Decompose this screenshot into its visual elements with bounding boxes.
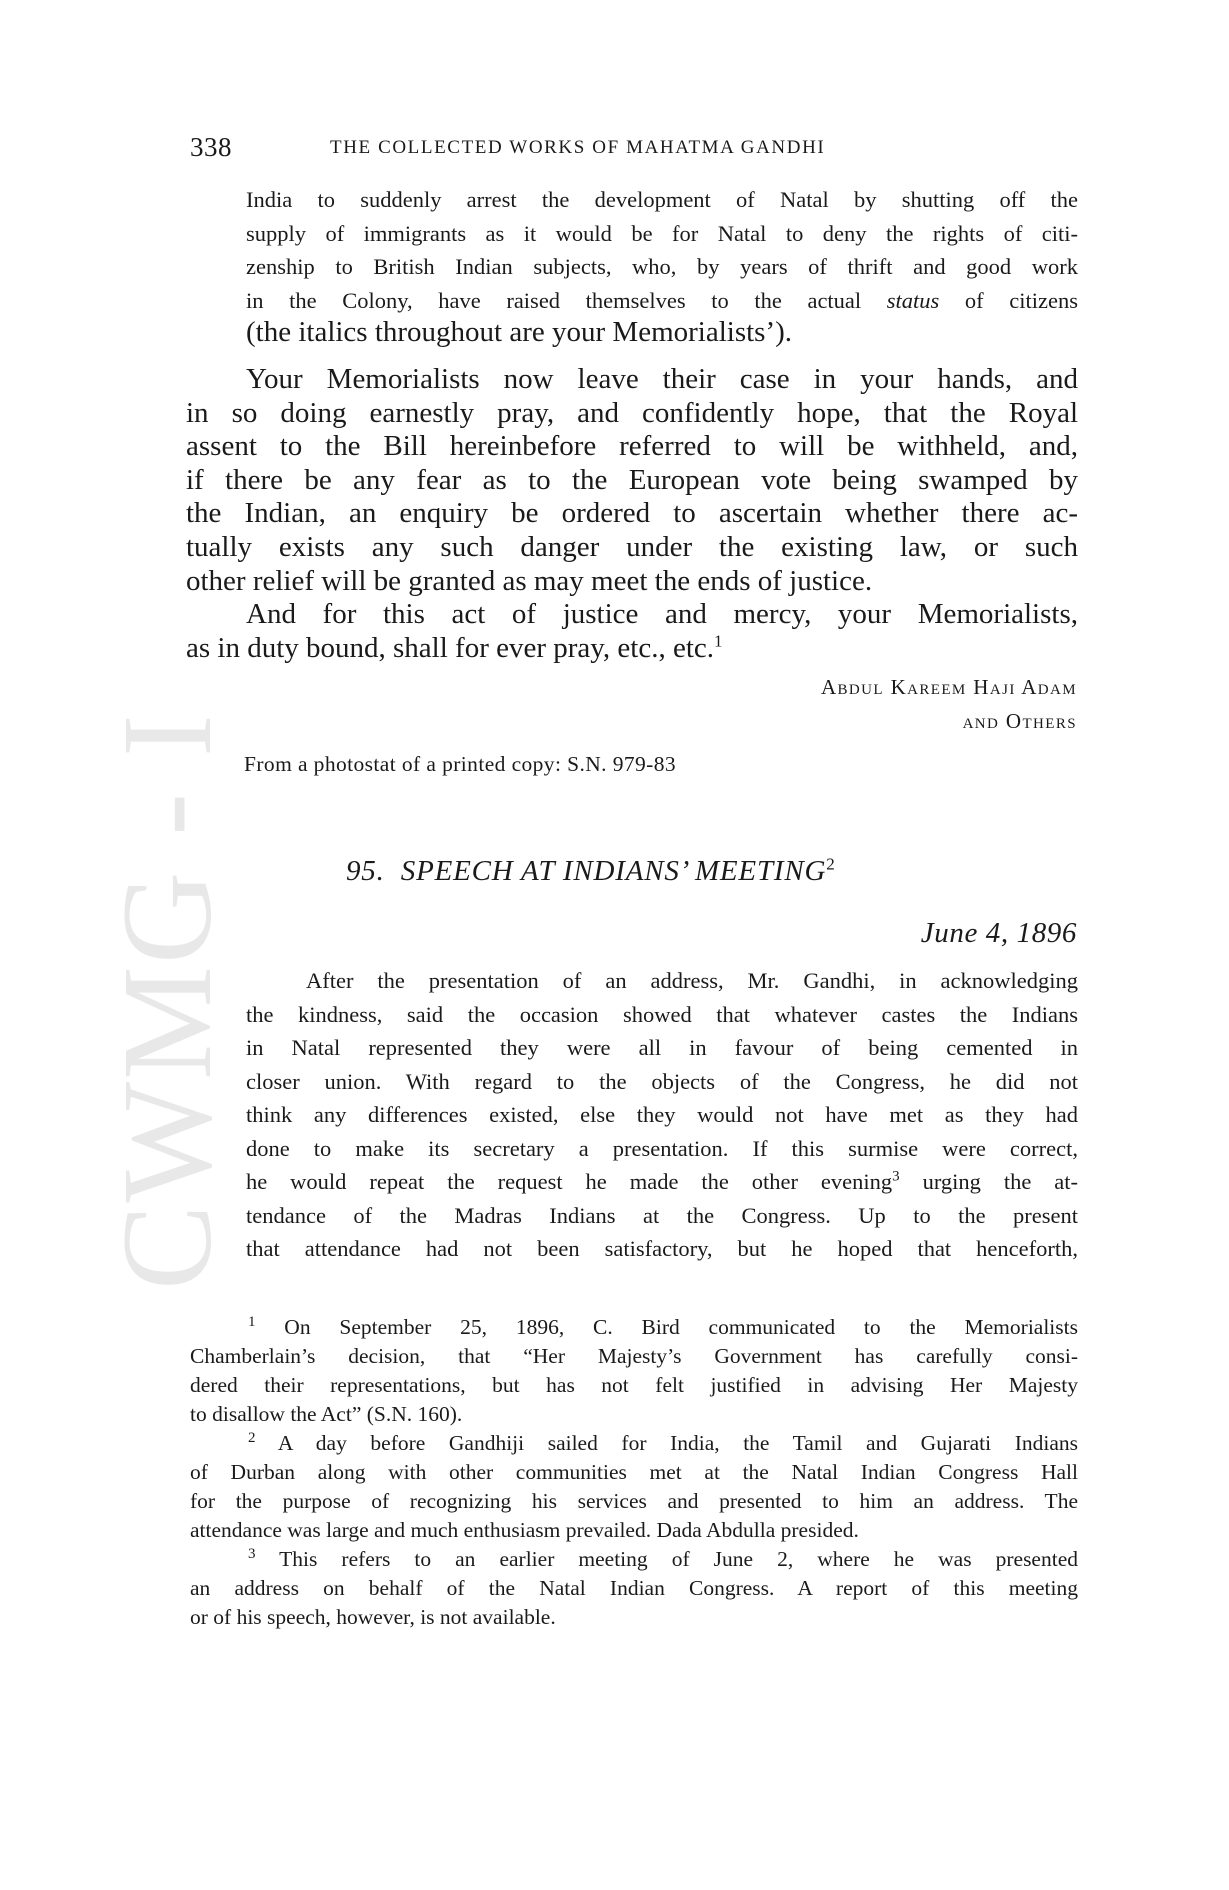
memorial-paragraph-1-last-line: (the italics throughout are your Memorialists’). bbox=[246, 316, 793, 348]
watermark bbox=[96, 600, 238, 1300]
source-note: From a photostat of a printed copy: S.N. 979-83 bbox=[244, 752, 677, 776]
text-line: attendance was large and much enthusiasm prevailed. Dada Abdulla presided. bbox=[190, 1518, 859, 1542]
watermark-text: CWMG - I bbox=[96, 712, 238, 1290]
text-line: of Durban along with other communities met at the Natal Indian Congress Hall bbox=[190, 1460, 1078, 1484]
page-number: 338 bbox=[190, 132, 232, 162]
footnote-2 bbox=[190, 1429, 1078, 1545]
text-line: other relief will be granted as may meet the ends of justice. bbox=[186, 564, 873, 597]
text-line: the Indian, an enquiry be ordered to ascertain whether there ac- bbox=[186, 497, 1078, 530]
text-line: the kindness, said the occasion showed that whatever castes the Indians bbox=[246, 1001, 1078, 1027]
footnotes bbox=[190, 1313, 1078, 1632]
text-line bbox=[190, 1545, 1078, 1574]
text-line: if there be any fear as to the European vote being swamped by bbox=[186, 463, 1078, 496]
text-line: think any differences existed, else they would not have met as they had bbox=[246, 1102, 1078, 1127]
text-fragment: On September 25, 1896, C. Bird communicated to the Memorialists bbox=[255, 1315, 1078, 1339]
text-line: supply of immigrants as it would be for Natal to deny the rights of citi- bbox=[246, 220, 1078, 246]
text-line: closer union. With regard to the objects of the Congress, he did not bbox=[246, 1068, 1078, 1094]
text-line: And for this act of justice and mercy, your Memorialists, bbox=[246, 598, 1078, 630]
italic-word: status bbox=[886, 287, 940, 313]
text-line: in so doing earnestly pray, and confidently hope, that the Royal bbox=[186, 396, 1078, 429]
text-line bbox=[246, 1165, 1078, 1199]
text-fragment: This refers to an earlier meeting of June 2, where he was presented bbox=[255, 1547, 1078, 1571]
signature-line-2: and Others bbox=[962, 709, 1077, 733]
text-line: for the purpose of recognizing his services and presented to him an address. The bbox=[190, 1489, 1078, 1513]
text-fragment: in the Colony, have raised themselves to the actual bbox=[246, 287, 887, 313]
text-line: done to make its secretary a presentation. If this surmise were correct, bbox=[246, 1135, 1078, 1161]
memorial-paragraph-3 bbox=[186, 598, 1078, 665]
text-line: in Natal represented they were all in favour of being cemented in bbox=[246, 1035, 1078, 1060]
text-fragment: of citizens bbox=[939, 287, 1078, 313]
text-line: dered their representations, but has not felt justified in advising Her Majesty bbox=[190, 1373, 1078, 1397]
text-line: zenship to British Indian subjects, who, by years of thrift and good work bbox=[246, 254, 1078, 279]
watermark-graphic bbox=[96, 600, 238, 1300]
page-header bbox=[190, 132, 1090, 168]
text-line bbox=[190, 1313, 1078, 1342]
section-date: June 4, 1896 bbox=[920, 917, 1077, 949]
text-line: tually exists any such danger under the existing law, or such bbox=[186, 530, 1078, 563]
running-head: THE COLLECTED WORKS OF MAHATMA GANDHI bbox=[330, 137, 826, 158]
footnote-1 bbox=[190, 1313, 1078, 1429]
text-line: Chamberlain’s decision, that “Her Majesty’s Government has carefully consi- bbox=[190, 1344, 1078, 1368]
text-line: to disallow the Act” (S.N. 160). bbox=[190, 1402, 463, 1426]
footnote-marker: 3 bbox=[892, 1168, 900, 1185]
text-line: After the presentation of an address, Mr. Gandhi, in acknowledging bbox=[306, 968, 1078, 993]
memorial-paragraph-2 bbox=[186, 363, 1078, 598]
footnote-number: 2 bbox=[248, 1429, 256, 1446]
text-fragment: he would repeat the request he made the other evening bbox=[246, 1169, 893, 1194]
text-line: tendance of the Madras Indians at the Congress. Up to the present bbox=[246, 1202, 1078, 1228]
text-fragment: as in duty bound, shall for ever pray, etc., etc. bbox=[186, 631, 715, 664]
section-title bbox=[346, 855, 836, 888]
text-line bbox=[186, 632, 1078, 666]
memorial-paragraph-1 bbox=[246, 183, 1078, 317]
text-line: assent to the Bill hereinbefore referred to will be withheld, and, bbox=[186, 430, 1078, 463]
footnote-number: 1 bbox=[248, 1313, 256, 1330]
text-fragment: urging the at- bbox=[899, 1169, 1078, 1194]
text-line bbox=[190, 1429, 1078, 1458]
signature-line-1: Abdul Kareem Haji Adam bbox=[820, 675, 1077, 699]
footnote-number: 3 bbox=[248, 1545, 256, 1562]
footnote-marker: 1 bbox=[714, 630, 723, 650]
text-line: India to suddenly arrest the development of Natal by shutting off the bbox=[246, 187, 1078, 212]
section-number: 95. bbox=[346, 855, 385, 887]
text-line: that attendance had not been satisfactory, but he hoped that henceforth, bbox=[246, 1236, 1078, 1261]
text-line: Your Memorialists now leave their case in your hands, and bbox=[246, 363, 1078, 395]
footnote-3 bbox=[190, 1545, 1078, 1632]
text-fragment: A day before Gandhiji sailed for India, the Tamil and Gujarati Indians bbox=[255, 1431, 1078, 1455]
text-line: an address on behalf of the Natal Indian Congress. A report of this meeting bbox=[190, 1576, 1078, 1600]
footnote-marker: 2 bbox=[826, 854, 836, 874]
text-line: or of his speech, however, is not available. bbox=[190, 1605, 556, 1629]
text-line bbox=[246, 284, 1078, 318]
speech-paragraph bbox=[246, 964, 1078, 1266]
section-title-text: SPEECH AT INDIANS’ MEETING bbox=[400, 855, 827, 887]
